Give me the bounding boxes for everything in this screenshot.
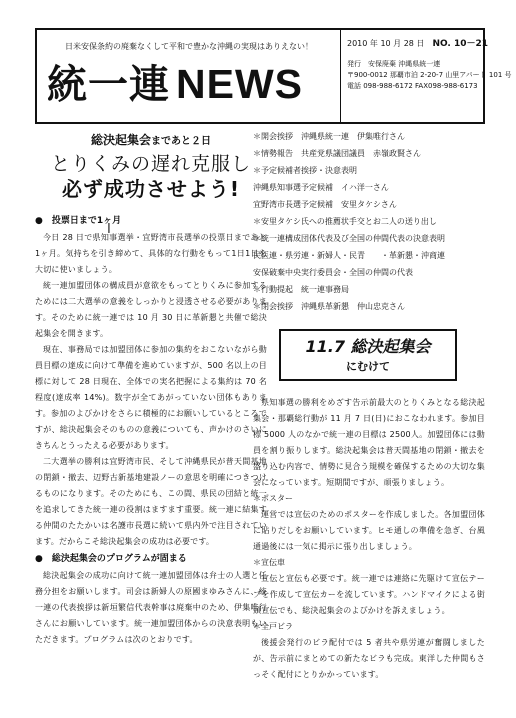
section-heading-1-tail: ヶ月 bbox=[103, 216, 122, 226]
section-2-body bbox=[35, 568, 267, 648]
flyer-heading: ＊全戸ビラ bbox=[253, 622, 293, 631]
section-heading-1-text: ● 投票日まで bbox=[35, 216, 97, 226]
program-item: ＊安里タケシ氏への推薦状手交とお二人の送り出し bbox=[253, 217, 437, 226]
rally-title: 11.7 総決起集会 bbox=[305, 337, 431, 356]
program-item: ＊開会挨拶 沖縄県統一連 伊集唯行さん bbox=[253, 132, 405, 141]
headline-top-small: まであと２日 bbox=[151, 136, 211, 147]
body-paragraph: 今日 28 日で県知事選挙・宜野湾市長選挙の投票日まであと1ヶ月。気持ちを引き締めて、具体的な行動をもって1日1日を大切に使いましょう。 bbox=[35, 233, 267, 274]
publisher: 発行 安保廃棄 沖縄県統一連 bbox=[347, 60, 441, 68]
rally-title-box bbox=[279, 329, 457, 381]
program-item: 沖縄県知事選予定候補 イハ洋一さん bbox=[253, 183, 389, 192]
masthead-japanese: 統一連 bbox=[47, 62, 170, 108]
body-paragraph: 統一連加盟団体の構成員が意欲をもってとりくみに参加するためには二大選挙の意義をしっかりと浸透させる必要があります。そのために統一連では 10 月 30 日に革新懇と共催で総決起集会を開きます。 bbox=[35, 281, 267, 338]
section-1-body bbox=[35, 230, 267, 550]
address: 〒900-0012 那覇市泊 2-20-7 山里アパート 101 号 bbox=[347, 71, 512, 79]
rally-paragraph: 県知事選の勝利をめざす告示前最大のとりくみとなる総決起集会・那覇総行動が 11 月 7 日(日)におこなわれます。参加目標 5000 人のなかで統一連の目標は 2500人。加盟団体には動員を割り振りします。総決起集会は普天間基地の閉鎖・撤去を盛り込む内容で、情勢に見合う規模を確保するための大切な集会になっています。短期間ですが、頑張りましょう。 bbox=[253, 398, 485, 487]
flyer-paragraph: 後援会発行のビラ配付では 5 者共や県労連が奮闘しましたが、告示前にまとめての新たなビラも完成。東洋した仲間もさっそく配付にとりかかっています。 bbox=[253, 638, 485, 679]
sound-truck-heading: ＊宣伝車 bbox=[253, 558, 285, 567]
masthead-title bbox=[47, 54, 303, 114]
program-item: ＊統一連構成団体代表及び全国の仲間代表の決意表明 bbox=[253, 234, 445, 243]
issue-number: NO. 10－21 bbox=[432, 39, 489, 49]
headline-top-main: 総決起集会 bbox=[90, 133, 151, 147]
program-item: 宜野湾市長選予定候補 安里タケシさん bbox=[253, 200, 397, 209]
program-list bbox=[253, 128, 485, 315]
section-heading-2: ● 総決起集会のプログラムが固まる bbox=[35, 554, 187, 564]
masthead-header bbox=[35, 28, 512, 124]
body-paragraph: 二大選挙の勝利は宜野湾市民、そして沖縄県民が普天間基地の閉鎖・撤去、辺野古新基地建設ノーの意思を明確につきつけるものになります。そのためにも、この間、県民の団結と統一を追求してきた統一連の役割はますます重要。統一連に結集する仲間のたたかいは名護市長選に続いて県内外で注目されています。だからこそ総決起集会の成功は必要です。 bbox=[35, 457, 267, 546]
issue-date: 2010 年 10 月 28 日 bbox=[347, 39, 425, 48]
rally-body bbox=[253, 395, 485, 491]
program-item: 安保破棄中央実行委員会・全国の仲間の代表 bbox=[253, 268, 413, 277]
rally-subtitle: にむけて bbox=[346, 360, 390, 373]
masthead-news: NEWS bbox=[176, 61, 303, 107]
program-item: ＊行動提起 統一連事務局 bbox=[253, 285, 349, 294]
right-column bbox=[253, 128, 485, 683]
issue-line bbox=[347, 38, 489, 50]
body-paragraph: 総決起集会の成功に向けて統一連加盟団体は弁士の人選と任務分担をお願いします。司会は新婦人の原國まゆみさんに、統一連の代表挨拶は新垣繁信代表幹事は廃棄中のため、伊集唯行さんにお願いしています。統一連加盟団体からの決意表明もいただきます。プログラムは次のとおりです。 bbox=[35, 571, 267, 644]
headline-top bbox=[35, 130, 267, 152]
text-cursor-icon: I bbox=[107, 222, 111, 237]
section-heading-1: ● 投票日まで1ヶ月 bbox=[35, 216, 122, 226]
phone-fax: 電話 098-988-6172 FAX098-988-6173 bbox=[347, 82, 478, 90]
program-item: ＊予定候補者挨拶・決意表明 bbox=[253, 166, 357, 175]
program-item: 民医連・県労連・新婦人・民青 ・革新懇・沖商連 bbox=[253, 251, 445, 260]
poster-paragraph: 運営では宣伝のためのポスターを作成しました。各加盟団体に貼りだしをお願いしています。ヒモ通しの準備を急ぎ、台風通過後には一気に掲示に張り出しましょう。 bbox=[253, 510, 485, 551]
tagline: 日米安保条約の廃棄なくして平和で豊かな沖縄の実現はありえない！ bbox=[65, 42, 313, 51]
poster-heading: ＊ポスター bbox=[253, 494, 293, 503]
program-item: ＊閉会挨拶 沖縄県革新懇 仲山忠克さん bbox=[253, 302, 405, 311]
sound-truck-paragraph: 宣伝と宣伝も必要です。統一連では連絡に先駆けて宣伝テープを作成して宣伝カーを流しています。ハンドマイクによる街頭宣伝でも、総決起集会のよびかけを訴えましょう。 bbox=[253, 574, 485, 615]
headline-2: 必ず成功させよう! bbox=[61, 177, 241, 201]
left-column bbox=[35, 128, 267, 648]
issue-info bbox=[340, 30, 512, 122]
program-item: ＊情勢報告 共産党県議団議員 赤嶺政賢さん bbox=[253, 149, 421, 158]
body-paragraph: 現在、事務局では加盟団体に参加の集約をおこないながら動員目標の達成に向けて準備を進めていますが、500 名以上の目標に対して 28 日現在、全体での実名把握による集約は 70 名程度(達成率 14%)。数字が全てあがっていない団体もあります。参加のよびかけをさらに積極的にお願いしているところですが、総決起集会そのものの意義についても、声かけのさいにきちんとうったえる必要があります。 bbox=[35, 345, 267, 450]
headline-1: とりくみの遅れ克服し bbox=[50, 153, 251, 175]
